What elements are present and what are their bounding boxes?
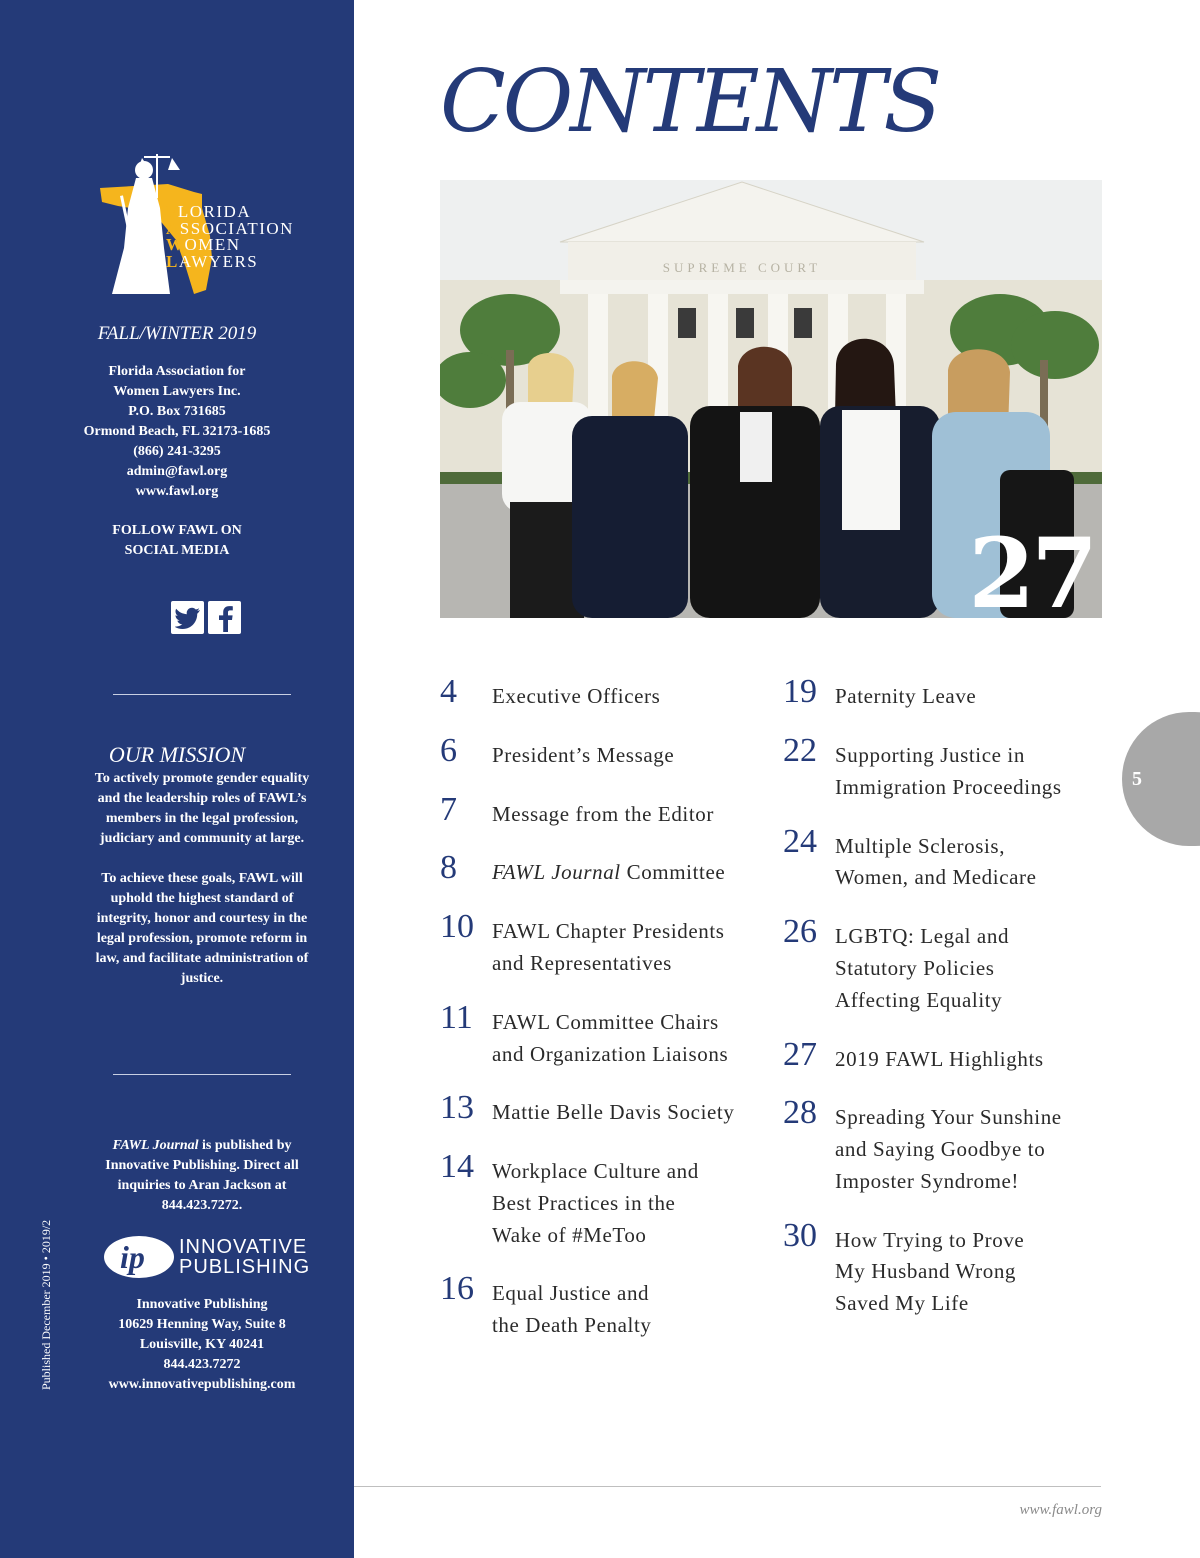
toc-title[interactable]: Workplace Culture and [492, 1159, 699, 1183]
address-line: Florida Association for [108, 364, 246, 379]
ip-monogram-icon [103, 1234, 175, 1280]
toc-title[interactable]: 2019 FAWL Highlights [835, 1047, 1044, 1071]
toc-page-number: 19 [783, 673, 817, 710]
toc-title[interactable]: President’s Message [492, 743, 675, 767]
toc-page-number: 26 [783, 913, 817, 950]
toc-page-number: 11 [440, 999, 473, 1036]
toc-page-number: 27 [783, 1036, 817, 1073]
publisher-website-link[interactable]: www.innovativepublishing.com [108, 1377, 296, 1392]
toc-page-number: 14 [440, 1148, 474, 1185]
toc-entry[interactable] [440, 908, 474, 945]
toc-entry[interactable] [783, 673, 817, 710]
footer-website-link[interactable]: www.fawl.org [1019, 1502, 1102, 1518]
toc-entry[interactable] [783, 913, 817, 950]
svg-text:SUPREME COURT: SUPREME COURT [662, 260, 822, 275]
toc-title[interactable]: the Death Penalty [492, 1313, 652, 1337]
toc-title[interactable]: Women, and Medicare [835, 865, 1037, 889]
toc-title[interactable]: Imposter Syndrome! [835, 1169, 1020, 1193]
toc-entry[interactable] [783, 823, 817, 860]
toc-entry[interactable] [440, 1270, 474, 1307]
toc-title[interactable]: Wake of #MeToo [492, 1223, 647, 1247]
toc-title[interactable]: Message from the Editor [492, 802, 714, 826]
toc-entry[interactable] [783, 1217, 817, 1254]
toc-entry[interactable] [440, 673, 457, 710]
toc-title[interactable]: Saved My Life [835, 1291, 969, 1315]
toc-title[interactable]: Paternity Leave [835, 684, 977, 708]
mission-text: To actively promote gender equality and the leadership roles of FAWL’s members in the legal profession, judiciary and community at large. To achieve these goals, FAWL will uphold the highest standard of integrity, honor and courtesy in the legal profession, promote reform in law, and facilitate administration of justice. [94, 771, 310, 986]
toc-entry[interactable] [440, 791, 457, 828]
toc-entry[interactable] [440, 849, 457, 886]
divider [113, 694, 291, 695]
toc-page-number: 30 [783, 1217, 817, 1254]
toc-entry[interactable] [783, 732, 817, 769]
address-line: P.O. Box 731685 [128, 404, 226, 419]
toc-entry[interactable] [440, 732, 457, 769]
toc-title[interactable]: and Saying Goodbye to [835, 1137, 1046, 1161]
website-link[interactable]: www.fawl.org [135, 484, 219, 499]
twitter-icon[interactable] [171, 601, 204, 634]
toc-title[interactable]: Statutory Policies [835, 956, 995, 980]
toc-page-number: 10 [440, 908, 474, 945]
toc-title[interactable]: Supporting Justice in [835, 743, 1025, 767]
toc-page-number: 22 [783, 732, 817, 769]
toc-title[interactable]: My Husband Wrong [835, 1259, 1017, 1283]
issue-label: FALL/WINTER 2019 [97, 323, 257, 344]
toc-page-number: 8 [440, 849, 457, 886]
toc-title[interactable]: Affecting Equality [835, 988, 1003, 1012]
toc-title[interactable]: FAWL Chapter Presidents [492, 919, 725, 943]
address-line: Ormond Beach, FL 32173-1685 [83, 424, 271, 439]
toc-page-number: 7 [440, 791, 457, 828]
toc-title[interactable]: FAWL Committee Chairs [492, 1010, 719, 1034]
toc-page-number: 4 [440, 673, 457, 710]
toc-page-number: 16 [440, 1270, 474, 1307]
toc-title[interactable]: Spreading Your Sunshine [835, 1105, 1062, 1129]
follow-social-label: FOLLOW FAWL ON SOCIAL MEDIA [112, 523, 242, 558]
feature-page-number: 27 [968, 517, 1094, 618]
footer-divider [354, 1486, 1101, 1487]
sidebar [0, 0, 354, 1558]
page-number: 5 [1132, 768, 1142, 790]
publication-date: Published December 2019 • 2019/2 [39, 1219, 53, 1390]
toc-title[interactable]: LGBTQ: Legal and [835, 924, 1010, 948]
toc-title[interactable]: Mattie Belle Davis Society [492, 1100, 735, 1124]
mission-title: OUR MISSION [108, 742, 246, 767]
feature-photo[interactable] [440, 180, 1102, 618]
svg-text:ip: ip [120, 1239, 145, 1275]
toc-title[interactable]: How Trying to Prove [835, 1228, 1025, 1252]
toc-page-number: 13 [440, 1089, 474, 1126]
publisher-address: Innovative Publishing 10629 Henning Way, Suite 8 Louisville, KY 40241 844.423.7272 www.innovativepublishing.com [0, 1295, 404, 1395]
toc-page-number: 28 [783, 1094, 817, 1131]
toc-title[interactable]: Equal Justice and [492, 1281, 650, 1305]
toc-entry[interactable] [440, 1148, 474, 1185]
toc-title[interactable]: Best Practices in the [492, 1191, 676, 1215]
innovative-publishing-logo: ip INNOVATIVE PUBLISHING [103, 1234, 308, 1284]
fawl-address [0, 362, 354, 502]
toc-entry[interactable] [440, 999, 473, 1036]
toc-page-number: 24 [783, 823, 817, 860]
toc-title[interactable]: Multiple Sclerosis, [835, 834, 1006, 858]
phone-number: (866) 241-3295 [133, 444, 221, 459]
toc-title[interactable]: and Representatives [492, 951, 672, 975]
toc-entry[interactable] [783, 1036, 817, 1073]
social-links [171, 601, 241, 634]
toc-title[interactable]: Immigration Proceedings [835, 775, 1062, 799]
divider [113, 1074, 291, 1075]
toc-title[interactable]: Executive Officers [492, 684, 661, 708]
toc-title[interactable]: and Organization Liaisons [492, 1042, 729, 1066]
page-number-tab [1122, 712, 1200, 846]
facebook-icon[interactable] [208, 601, 241, 634]
toc-title[interactable]: FAWL Journal Committee [492, 860, 726, 884]
toc-page-number: 6 [440, 732, 457, 769]
publisher-note: FAWL Journal is published by Innovative Publishing. Direct all inquiries to Aran Jackson at 844.423.7272. [105, 1138, 299, 1213]
page-title: CONTENTS [440, 52, 940, 152]
address-line: Women Lawyers Inc. [113, 384, 241, 399]
toc-entry[interactable] [440, 1089, 474, 1126]
email-link[interactable]: admin@fawl.org [126, 464, 228, 479]
fawl-logo [98, 148, 313, 300]
toc-entry[interactable] [783, 1094, 817, 1131]
fawl-logo-text: FLORIDA ASSOCIATION WOMEN LAWYERS [166, 202, 294, 271]
